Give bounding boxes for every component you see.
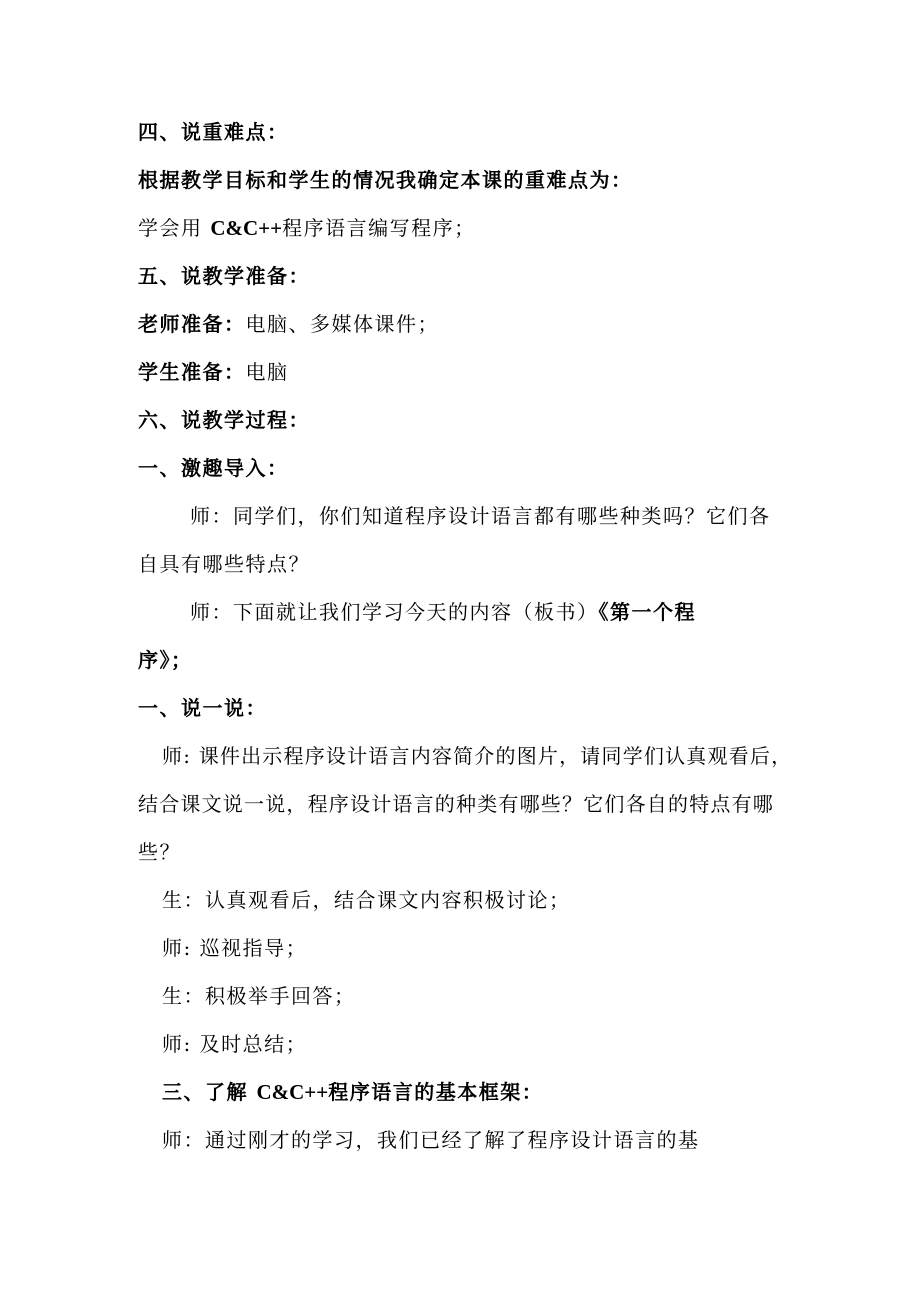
label: 学生准备：	[138, 360, 246, 384]
paragraph-line: 师: 及时总结；	[162, 1032, 308, 1056]
language-name: C&C++	[210, 216, 283, 240]
text-segment: 三、了解	[162, 1080, 257, 1104]
paragraph-line: 生：积极举手回答；	[162, 984, 356, 1008]
paragraph-line: 师: 课件出示程序设计语言内容简介的图片，请同学们认真观看后，	[162, 744, 793, 768]
paragraph-line: 师：通过刚才的学习，我们已经了解了程序设计语言的基	[162, 1128, 700, 1152]
text-segment: 师：下面就让我们学习今天的内容（板书）	[190, 600, 599, 624]
paragraph-line	[190, 598, 696, 626]
section-heading-6: 六、说教学过程：	[138, 408, 310, 432]
paragraph-line: 师: 巡视指导；	[162, 936, 308, 960]
key-points-text	[138, 214, 476, 242]
lesson-title: 《第一个程	[598, 600, 696, 624]
text-segment: 程序语言的基本框架：	[328, 1080, 544, 1104]
subsection-framework-heading	[162, 1078, 543, 1106]
paragraph-line: 自具有哪些特点？	[138, 552, 310, 576]
text-segment: 程序语言编写程序；	[282, 216, 476, 240]
value: 电脑、多媒体课件；	[245, 312, 439, 336]
section-heading-4: 四、说重难点：	[138, 120, 289, 144]
paragraph-line: 生：认真观看后，结合课文内容积极讨论；	[162, 888, 571, 912]
subsection-talk-heading: 一、说一说：	[138, 696, 267, 720]
subsection-intro-heading: 一、激趣导入：	[138, 456, 289, 480]
language-name: C&C++	[256, 1080, 329, 1104]
label: 老师准备：	[138, 312, 246, 336]
student-preparation	[138, 358, 289, 386]
key-points-intro: 根据教学目标和学生的情况我确定本课的重难点为：	[138, 168, 633, 192]
teacher-preparation	[138, 310, 439, 338]
text-segment: 学会用	[138, 216, 211, 240]
value: 电脑	[245, 360, 289, 384]
paragraph-line: 师：同学们，你们知道程序设计语言都有哪些种类吗？它们各	[190, 504, 771, 528]
paragraph-line: 些？	[138, 840, 181, 864]
lesson-title-continued: 序》；	[138, 648, 193, 672]
paragraph-line: 结合课文说一说，程序设计语言的种类有哪些？它们各自的特点有哪	[138, 792, 774, 816]
section-heading-5: 五、说教学准备：	[138, 264, 310, 288]
